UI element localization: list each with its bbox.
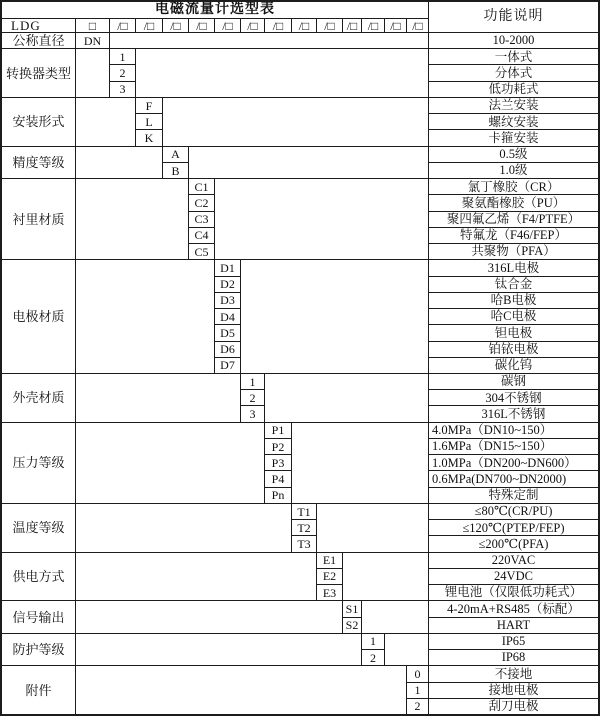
option-code: D4 — [214, 308, 240, 324]
option-description: 铂铱电极 — [428, 341, 598, 357]
category-label: 衬里材质 — [2, 178, 75, 259]
option-description: 哈B电极 — [428, 292, 598, 308]
spacer-cell — [75, 422, 264, 503]
category-label: 附件 — [2, 665, 75, 714]
category-label: 防护等级 — [2, 633, 75, 665]
option-description: 24VDC — [428, 568, 598, 584]
spacer-cell — [75, 600, 342, 632]
category-label: 信号输出 — [2, 600, 75, 632]
spacer-cell — [316, 503, 428, 552]
selection-table-grid — [2, 2, 598, 714]
option-description: 螺纹安装 — [428, 113, 598, 129]
option-description: 钛合金 — [428, 276, 598, 292]
option-code: E1 — [316, 552, 342, 568]
option-description: 哈C电极 — [428, 308, 598, 324]
option-description: 4.0MPa（DN10~150） — [428, 422, 598, 438]
option-code: 2 — [406, 698, 428, 714]
model-slot-box: /□ — [214, 18, 240, 32]
option-description: 316L不锈钢 — [428, 405, 598, 421]
spacer-cell — [75, 178, 188, 259]
model-slot-box: /□ — [342, 18, 361, 32]
option-code: C2 — [188, 194, 214, 210]
model-slot-box: /□ — [384, 18, 406, 32]
option-description: 碳钢 — [428, 373, 598, 389]
option-description: HART — [428, 617, 598, 633]
option-description: 刮刀电极 — [428, 698, 598, 714]
option-description: 304不锈钢 — [428, 389, 598, 405]
option-description: 碳化钨 — [428, 357, 598, 373]
option-code: K — [135, 129, 162, 145]
option-description: ≤200℃(PFA) — [428, 535, 598, 551]
category-label: 温度等级 — [2, 503, 75, 552]
option-code: D7 — [214, 357, 240, 373]
model-digit-box: □ — [75, 18, 109, 32]
spacer-cell — [109, 32, 428, 48]
spacer-cell — [214, 178, 428, 259]
option-code: 2 — [109, 64, 135, 80]
spacer-cell — [75, 146, 162, 178]
model-slot-box: /□ — [240, 18, 264, 32]
option-code: Pn — [264, 487, 291, 503]
option-description: 分体式 — [428, 64, 598, 80]
model-code: LDG — [2, 18, 75, 32]
option-description: 低功耗式 — [428, 81, 598, 97]
option-code: 3 — [109, 81, 135, 97]
model-slot-box: /□ — [361, 18, 384, 32]
option-description: 0.5级 — [428, 146, 598, 162]
spacer-cell — [384, 633, 428, 665]
option-code: 2 — [361, 649, 384, 665]
category-label: 供电方式 — [2, 552, 75, 601]
spacer-cell — [361, 600, 428, 632]
option-description: 特氟龙（F46/FEP） — [428, 227, 598, 243]
option-code: C4 — [188, 227, 214, 243]
option-description: 一体式 — [428, 48, 598, 64]
category-label: 公称直径 — [2, 32, 75, 48]
option-code: B — [162, 162, 188, 178]
spacer-cell — [75, 552, 316, 601]
option-code: 1 — [240, 373, 264, 389]
spacer-cell — [75, 633, 361, 665]
option-code: S2 — [342, 617, 361, 633]
option-description: 卡箍安装 — [428, 129, 598, 145]
option-description: 锂电池（仅限低功耗式） — [428, 584, 598, 600]
model-slot-box: /□ — [264, 18, 291, 32]
option-description: 钽电极 — [428, 324, 598, 340]
option-description: 聚氨酯橡胶（PU） — [428, 194, 598, 210]
option-code: E3 — [316, 584, 342, 600]
option-description: 4-20mA+RS485（标配） — [428, 600, 598, 616]
category-label: 外壳材质 — [2, 373, 75, 422]
option-code: F — [135, 97, 162, 113]
spacer-cell — [342, 552, 428, 601]
spacer-cell — [75, 503, 291, 552]
option-description: ≤120℃(PTEP/FEP) — [428, 519, 598, 535]
option-code: D6 — [214, 341, 240, 357]
option-description: 接地电极 — [428, 682, 598, 698]
option-description: 316L电极 — [428, 259, 598, 275]
category-label: 安装形式 — [2, 97, 75, 146]
option-code: D1 — [214, 259, 240, 275]
option-description: 氯丁橡胶（CR） — [428, 178, 598, 194]
model-slot-box: /□ — [162, 18, 188, 32]
option-code: T1 — [291, 503, 316, 519]
option-code: A — [162, 146, 188, 162]
option-description: 1.0MPa（DN200~DN600） — [428, 454, 598, 470]
spacer-cell — [75, 259, 214, 373]
option-code: P3 — [264, 454, 291, 470]
option-code: S1 — [342, 600, 361, 616]
category-label: 压力等级 — [2, 422, 75, 503]
option-code: 1 — [406, 682, 428, 698]
category-label: 电极材质 — [2, 259, 75, 373]
spacer-cell — [264, 373, 428, 422]
option-code: 0 — [406, 665, 428, 681]
option-description: 法兰安装 — [428, 97, 598, 113]
option-description: 1.0级 — [428, 162, 598, 178]
option-code: E2 — [316, 568, 342, 584]
spacer-cell — [75, 665, 406, 714]
option-code: 1 — [361, 633, 384, 649]
category-label: 精度等级 — [2, 146, 75, 178]
option-code: P1 — [264, 422, 291, 438]
option-code: C5 — [188, 243, 214, 259]
option-description: 0.6MPa(DN700~DN2000) — [428, 470, 598, 486]
option-description: IP65 — [428, 633, 598, 649]
spacer-cell — [162, 97, 428, 146]
option-code: D2 — [214, 276, 240, 292]
model-slot-box: /□ — [109, 18, 135, 32]
option-description: 220VAC — [428, 552, 598, 568]
spacer-cell — [240, 259, 428, 373]
function-column-header: 功能说明 — [428, 2, 598, 32]
option-description: 特殊定制 — [428, 487, 598, 503]
table-title: 电磁流量计选型表 — [155, 2, 275, 17]
option-code: P4 — [264, 470, 291, 486]
option-code: L — [135, 113, 162, 129]
spacer-cell — [291, 422, 428, 503]
option-code: T2 — [291, 519, 316, 535]
model-slot-box: /□ — [291, 18, 316, 32]
option-code: DN — [75, 32, 109, 48]
option-code: P2 — [264, 438, 291, 454]
option-description: 不接地 — [428, 665, 598, 681]
option-code: T3 — [291, 535, 316, 551]
option-code: 1 — [109, 48, 135, 64]
option-description: 1.6MPa（DN15~150） — [428, 438, 598, 454]
spacer-cell — [75, 48, 109, 97]
option-code: D5 — [214, 324, 240, 340]
option-code: D3 — [214, 292, 240, 308]
spacer-cell — [75, 97, 135, 146]
option-code: 3 — [240, 405, 264, 421]
category-label: 转换器类型 — [2, 48, 75, 97]
spacer-cell — [135, 48, 428, 97]
option-description: 聚四氟乙烯（F4/PTFE） — [428, 211, 598, 227]
option-description: ≤80℃(CR/PU) — [428, 503, 598, 519]
model-slot-box: /□ — [188, 18, 214, 32]
option-code: C1 — [188, 178, 214, 194]
option-description: 10-2000 — [428, 32, 598, 48]
option-description: 共聚物（PFA） — [428, 243, 598, 259]
option-code: 2 — [240, 389, 264, 405]
spacer-cell — [188, 146, 428, 178]
model-slot-box: /□ — [135, 18, 162, 32]
spacer-cell — [75, 373, 240, 422]
model-slot-box: /□ — [316, 18, 342, 32]
model-slot-box: /□ — [406, 18, 428, 32]
option-code: C3 — [188, 211, 214, 227]
option-description: IP68 — [428, 649, 598, 665]
